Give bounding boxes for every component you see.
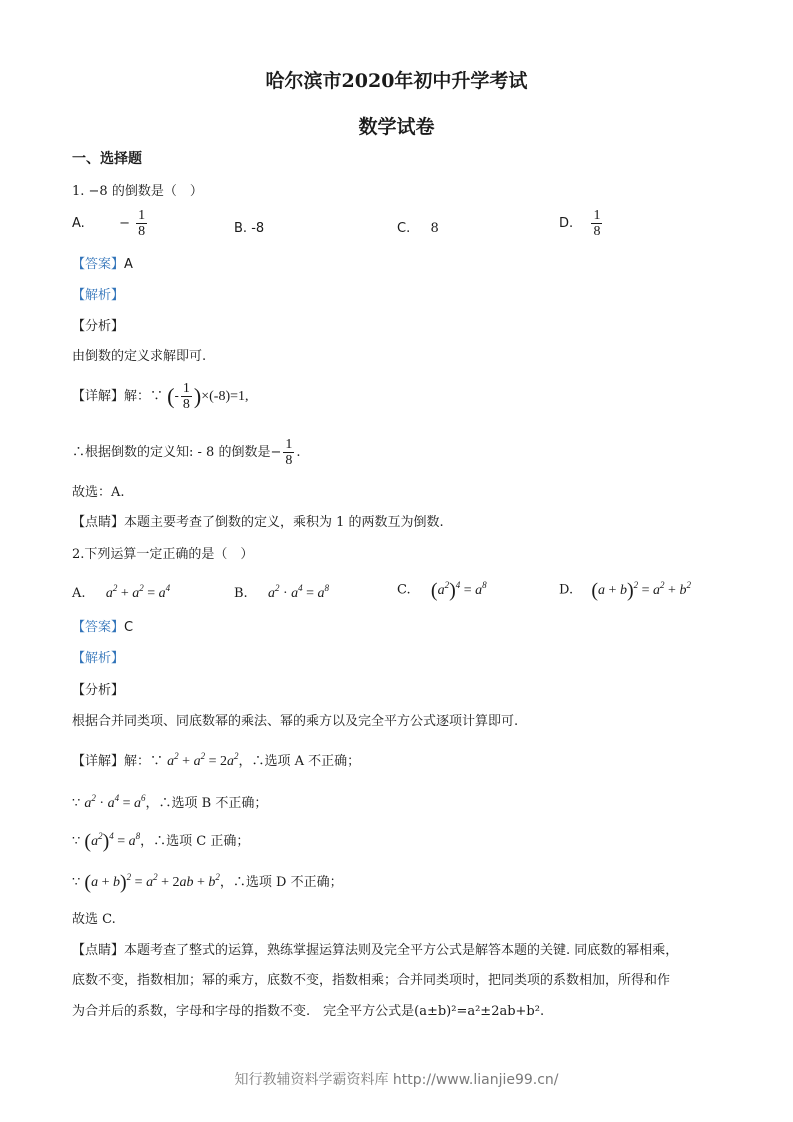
q1-answer [72,258,133,271]
q1-conclusion-numerator: 1 [285,437,293,452]
q2-option-c [397,579,487,602]
q1-detail-denominator: 8 [182,397,190,412]
q2-detail-a-tail: ，∴选项 A 不正确； [238,754,361,769]
q1-option-b-value: -8 [251,221,265,236]
q2-detail-tag: 【详解】解：∵ [72,754,164,769]
q1-option-d-denominator: 8 [593,224,601,239]
q1-detail-sign: - [174,389,179,404]
footer-watermark: 知行教辅资料学霸资料库 http://www.lianjie99.cn/ [234,1072,559,1088]
q1-detail-tag: 【详解】解：∵ [72,389,164,404]
q1-conclusion-sign: − [270,445,282,460]
q1-stem: 1. −8 的倒数是（ ） [72,184,203,199]
page-subtitle: 数学试卷 [358,116,435,138]
answer-tag: 【答案】 [72,620,125,635]
page-title: 哈尔滨市2020年初中升学考试 [265,70,528,92]
point-tag: 【点睛】 [72,515,125,530]
q2-option-d [559,579,691,602]
q1-option-d-label: D. [559,216,574,231]
q1-option-a-label: A. [72,216,85,231]
q2-detail-b-tail: ，∴选项 B 不正确； [145,796,268,811]
because-symbol: ∵ [72,796,81,811]
q2-detail-b [72,792,267,812]
q1-option-b-label: B. [234,221,248,236]
q2-stem: 2.下列运算一定正确的是（ ） [72,547,254,562]
q1-option-d-numerator: 1 [593,208,601,223]
q1-detail-math-rest: ×(-8)=1, [201,389,249,404]
q2-option-b-label: B. [234,586,248,601]
q1-detail-numerator: 1 [182,381,190,396]
q1-detail-fraction [181,381,192,412]
q2-point-line-2: 底数不变，指数相加；幂的乘方，底数不变，指数相乘；合并同类项时，把同类项的系数相加，所得和作 [72,973,671,988]
q1-option-b [234,221,264,236]
q2-point-line-1 [72,944,678,957]
q1-option-a-sign: − [119,216,130,231]
q1-analysis-tag: 【解析】 [72,288,125,303]
q1-option-a-denominator: 8 [138,224,146,239]
q1-point [72,516,444,529]
q1-option-d-fraction [591,208,602,239]
q2-point-line-3: 为合并后的系数，字母和字母的指数不变. 完全平方公式是(a±b)²=a²±2ab+b². [72,1004,545,1019]
q2-answer-value: C [124,620,134,635]
q1-conclusion-fraction [283,437,294,468]
q1-choose: 故选：A. [72,485,125,500]
answer-tag: 【答案】 [72,257,125,272]
q2-point-text-1: 本题考查了整式的运算，熟练掌握运算法则及完全平方公式是解答本题的关键. 同底数的幂相乘， [124,943,679,958]
q1-conclusion-text: ∴根据倒数的定义知: - 8 的倒数是 [72,445,271,460]
q2-detail-d-expr: $(a + b)^2 = a^2 + 2ab + b^2$ [84,871,220,894]
q2-detail-c-expr: $(a^2)^4 = a^8$ [84,830,141,853]
q1-fenxi-tag: 【分析】 [72,319,125,334]
q1-point-text: 本题主要考查了倒数的定义，乘积为 1 的两数互为倒数. [124,515,444,530]
q2-detail-a-expr: $a^2 + a^2 = 2a^2$ [167,751,239,769]
q2-choose: 故选 C. [72,912,116,927]
q2-option-d-label: D. [559,582,574,598]
q2-option-a-expr: $a^2 + a^2 = a^4$ [105,583,171,601]
q2-answer [72,621,133,634]
because-symbol: ∵ [72,834,81,849]
q1-conclusion [72,437,301,468]
q2-detail-a [72,750,360,770]
q2-option-a [72,583,170,602]
section-heading: 一、选择题 [72,151,142,167]
q2-option-c-expr: $(a^2)^4 = a^8$ [430,579,487,601]
point-tag: 【点睛】 [72,943,125,958]
q2-fenxi-tag: 【分析】 [72,683,125,698]
q1-option-c-value: 8 [430,221,439,236]
q1-answer-value: A [124,257,133,272]
q2-detail-d [72,871,343,894]
q2-analysis-tag: 【解析】 [72,651,125,666]
q2-detail-d-tail: ，∴选项 D 不正确； [219,875,343,890]
q1-conclusion-denominator: 8 [285,453,293,468]
q2-detail-b-expr: $a^2 \cdot a^4 = a^6$ [84,793,146,811]
left-paren: ( [167,383,175,409]
q2-fenxi-text: 根据合并同类项、同底数幂的乘法、幂的乘方以及完全平方公式逐项计算即可. [72,714,519,729]
q1-option-a-numerator: 1 [138,208,146,223]
right-paren: ) [193,383,202,409]
q2-option-b-expr: $a^2 \cdot a^4 = a^8$ [267,583,330,601]
q2-detail-c-tail: ，∴选项 C 正确； [140,834,250,849]
q1-option-c-label: C. [397,221,411,236]
q1-detail [72,381,249,412]
q1-option-c [397,221,439,236]
q2-option-b [234,583,329,602]
q2-option-d-expr: $(a + b)^2 = a^2 + b^2$ [591,579,691,601]
q2-detail-c [72,830,249,853]
q1-fenxi-text: 由倒数的定义求解即可. [72,349,207,364]
q2-option-c-label: C. [397,582,411,598]
q1-option-a-fraction [136,208,147,239]
because-symbol: ∵ [72,875,81,890]
q1-option-a [72,208,149,239]
q1-option-d [559,208,604,239]
q2-option-a-label: A. [72,586,86,601]
q1-conclusion-end: . [296,445,301,460]
